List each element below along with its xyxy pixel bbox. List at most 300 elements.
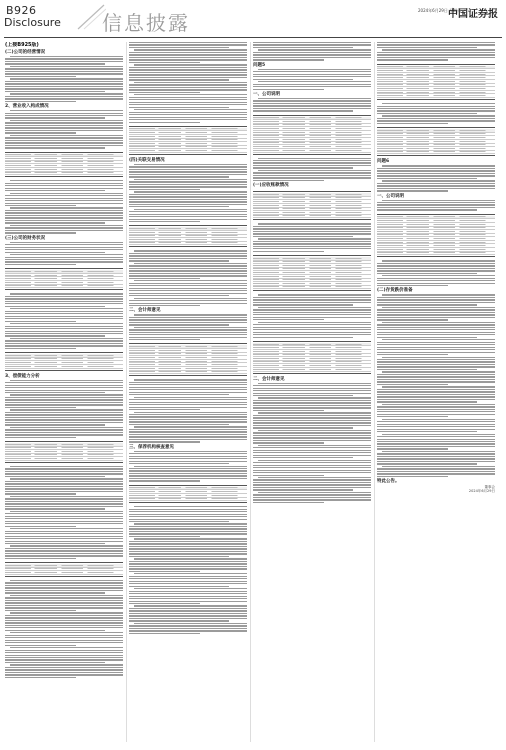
text-line: [129, 77, 247, 78]
text-line: [377, 329, 495, 330]
text-line: [129, 79, 229, 80]
text-line: [5, 402, 123, 403]
text-line: [377, 359, 495, 360]
text-line: [5, 145, 123, 146]
text-line: [10, 427, 123, 428]
text-line: [253, 243, 371, 244]
text-line: [129, 514, 247, 515]
text-line: [129, 561, 247, 562]
text-line: [382, 307, 495, 308]
text-line: [5, 399, 123, 400]
text-line: [377, 327, 495, 328]
text-line: [5, 607, 123, 608]
text-line: [134, 451, 247, 452]
text-line: [5, 523, 123, 524]
text-line: [253, 452, 371, 453]
dateline: 2024年6月29日 星期六: [418, 8, 462, 13]
text-line: [134, 397, 247, 398]
text-line: [129, 516, 247, 517]
text-line: [377, 391, 495, 392]
text-line: [382, 200, 495, 201]
text-line: [129, 99, 247, 100]
text-line: [129, 278, 200, 279]
data-table: [129, 485, 247, 503]
column-3: [253, 42, 371, 742]
text-line: [5, 625, 123, 626]
text-line: [377, 394, 495, 395]
text-line: [5, 498, 123, 499]
text-line: [129, 196, 247, 197]
text-line: [5, 137, 123, 138]
table-row: [5, 285, 123, 289]
text-line: [5, 501, 123, 502]
text-line: [5, 526, 76, 527]
text-line: [5, 333, 123, 334]
table-row: [5, 571, 123, 575]
section-heading: 问题6: [377, 159, 390, 165]
text-line: [129, 618, 247, 619]
text-line: [377, 463, 477, 464]
text-line: [5, 600, 123, 601]
text-line: [5, 195, 123, 196]
text-line: [129, 470, 247, 471]
text-line: [5, 58, 123, 59]
text-line: [129, 563, 247, 564]
continuation-title: (上接B925版): [5, 42, 39, 48]
table-row: [129, 242, 247, 246]
text-line: [129, 382, 247, 383]
text-line: [129, 275, 247, 276]
text-line: [377, 344, 495, 345]
text-line: [253, 246, 371, 247]
text-line: [253, 393, 371, 394]
text-line: [129, 568, 247, 569]
text-line: [129, 176, 229, 177]
text-line: [129, 593, 247, 594]
text-line: [5, 298, 123, 299]
text-line: [134, 558, 247, 559]
section-title-cn: 信息披露: [102, 11, 190, 35]
text-line: [377, 456, 495, 457]
text-line: [129, 322, 247, 323]
text-line: [134, 298, 247, 299]
text-line: [5, 86, 123, 87]
text-line: [253, 472, 371, 473]
text-line: [258, 445, 371, 446]
text-line: [129, 384, 247, 385]
section-heading: (三)公司的财务状况: [5, 235, 46, 241]
text-line: [134, 263, 247, 264]
text-line: [253, 47, 353, 48]
text-line: [129, 337, 247, 338]
text-line: [258, 223, 371, 224]
text-line: [129, 615, 247, 616]
text-line: [5, 96, 123, 97]
text-line: [5, 115, 123, 116]
text-line: [129, 329, 247, 330]
text-line: [5, 483, 123, 484]
text-line: [5, 550, 123, 551]
text-line: [129, 273, 247, 274]
text-line: [377, 443, 495, 444]
text-line: [382, 49, 495, 50]
text-line: [129, 583, 247, 584]
section-heading: 二、会计师意见: [129, 308, 161, 314]
text-line: [129, 300, 247, 301]
text-line: [129, 119, 247, 120]
text-line: [134, 109, 247, 110]
section-heading: (二)存货跌价准备: [377, 288, 413, 294]
text-line: [377, 123, 448, 124]
text-line: [5, 311, 123, 312]
table-row: [5, 457, 123, 461]
text-line: [377, 374, 495, 375]
text-line: [5, 257, 123, 258]
text-line: [5, 185, 123, 186]
data-table: [129, 225, 247, 247]
text-line: [5, 536, 123, 537]
text-line: [253, 100, 371, 101]
text-line: [10, 293, 123, 294]
text-line: [253, 447, 371, 448]
text-line: [382, 180, 495, 181]
text-line: [5, 513, 123, 514]
text-line: [253, 385, 371, 386]
text-line: [129, 475, 247, 476]
text-line: [253, 57, 371, 58]
text-line: [5, 491, 123, 492]
text-line: [5, 655, 123, 656]
text-line: [377, 448, 448, 449]
text-line: [129, 633, 200, 634]
text-line: [253, 435, 371, 436]
table-row: [253, 149, 371, 153]
text-line: [129, 511, 247, 512]
text-line: [10, 135, 123, 136]
text-line: [129, 581, 247, 582]
text-line: [253, 79, 353, 80]
text-line: [253, 407, 371, 408]
text-line: [382, 466, 495, 467]
text-line: [5, 98, 123, 99]
data-table: [5, 152, 123, 178]
text-line: [129, 399, 247, 400]
text-line: [5, 615, 123, 616]
text-line: [5, 387, 123, 388]
text-line: [5, 147, 105, 148]
text-line: [129, 610, 247, 611]
text-line: [253, 410, 324, 411]
text-line: [10, 180, 123, 181]
text-line: [377, 436, 495, 437]
text-line: [5, 602, 123, 603]
text-line: [382, 294, 495, 295]
text-line: [377, 44, 495, 45]
text-line: [10, 110, 123, 111]
text-line: [129, 441, 200, 442]
text-line: [5, 674, 123, 675]
text-line: [377, 110, 495, 111]
text-line: [5, 232, 76, 233]
text-line: [5, 652, 123, 653]
text-line: [5, 198, 123, 199]
text-line: [129, 114, 247, 115]
text-line: [10, 66, 123, 67]
text-line: [5, 252, 105, 253]
text-line: [253, 105, 371, 106]
text-line: [377, 113, 477, 114]
text-line: [5, 432, 123, 433]
text-line: [377, 416, 448, 417]
text-line: [377, 42, 495, 43]
text-line: [5, 306, 105, 307]
text-line: [253, 455, 371, 456]
text-line: [258, 307, 371, 308]
text-line: [10, 595, 123, 596]
text-line: [129, 169, 247, 170]
text-line: [377, 204, 495, 205]
text-line: [253, 462, 371, 463]
text-line: [5, 533, 123, 534]
text-line: [253, 402, 371, 403]
text-line: [253, 467, 371, 468]
text-line: [377, 354, 448, 355]
text-line: [129, 402, 247, 403]
text-line: [5, 414, 123, 415]
text-line: [5, 659, 123, 660]
text-line: [377, 347, 495, 348]
text-line: [377, 285, 448, 286]
page-header: [0, 0, 506, 38]
text-line: [5, 61, 123, 62]
text-line: [377, 202, 495, 203]
text-line: [253, 44, 371, 45]
text-line: [129, 394, 229, 395]
text-line: [253, 497, 371, 498]
text-line: [5, 127, 123, 128]
text-line: [5, 518, 123, 519]
text-line: [129, 551, 247, 552]
text-line: [253, 395, 353, 396]
text-line: [377, 352, 495, 353]
text-line: [129, 389, 247, 390]
text-line: [377, 297, 495, 298]
text-line: [5, 220, 123, 221]
text-line: [5, 63, 105, 64]
text-line: [10, 612, 123, 613]
text-line: [5, 227, 123, 228]
text-line: [258, 158, 371, 159]
table-row: [377, 94, 495, 98]
text-line: [253, 489, 353, 490]
column-2: [129, 42, 247, 742]
text-line: [5, 328, 123, 329]
text-line: [5, 326, 123, 327]
text-line: [253, 494, 371, 495]
text-line: [129, 102, 247, 103]
text-line: [5, 200, 123, 201]
text-line: [5, 382, 123, 383]
text-line: [5, 516, 123, 517]
text-line: [253, 327, 371, 328]
text-line: [382, 103, 495, 104]
section-heading: 三、保荐机构核查意见: [129, 444, 174, 450]
text-line: [5, 555, 123, 556]
text-line: [253, 470, 371, 471]
text-line: [5, 585, 123, 586]
text-line: [382, 357, 495, 358]
text-line: [5, 587, 123, 588]
text-line: [253, 180, 324, 181]
text-line: [134, 379, 247, 380]
text-line: [253, 76, 371, 77]
text-line: [5, 506, 123, 507]
text-line: [5, 468, 123, 469]
text-line: [129, 339, 200, 340]
text-line: [129, 387, 247, 388]
text-line: [253, 304, 353, 305]
text-line: [10, 193, 123, 194]
text-line: [5, 627, 123, 628]
text-line: [377, 52, 495, 53]
text-line: [377, 361, 495, 362]
section-heading: (四)关联交易情况: [129, 157, 165, 163]
text-line: [5, 669, 123, 670]
data-table: [5, 268, 123, 290]
text-line: [5, 247, 123, 248]
text-line: [253, 487, 371, 488]
text-line: [5, 125, 123, 126]
text-line: [5, 605, 123, 606]
text-line: [10, 380, 123, 381]
text-line: [129, 553, 247, 554]
text-line: [5, 348, 76, 349]
data-table: [253, 191, 371, 220]
text-line: [258, 49, 371, 50]
text-line: [129, 174, 247, 175]
text-line: [5, 140, 123, 141]
column-4: [377, 42, 495, 742]
text-line: [129, 290, 247, 291]
text-line: [377, 337, 477, 338]
text-line: [382, 322, 495, 323]
header-rule: [4, 37, 502, 38]
text-line: [253, 479, 371, 480]
text-line: [5, 73, 123, 74]
text-line: [377, 476, 448, 477]
text-line: [10, 394, 123, 395]
text-line: [5, 419, 123, 420]
section-heading: 特此公告。: [377, 479, 400, 485]
text-line: [10, 120, 123, 121]
text-line: [5, 521, 123, 522]
text-line: [377, 468, 495, 469]
text-line: [377, 461, 495, 462]
text-line: [258, 98, 371, 99]
text-line: [129, 576, 247, 577]
text-line: [129, 122, 200, 123]
text-line: [5, 637, 123, 638]
text-line: [377, 268, 495, 269]
text-line: [253, 442, 324, 443]
text-line: [377, 183, 495, 184]
text-line: [10, 528, 123, 529]
text-line: [377, 411, 495, 412]
text-line: [253, 390, 371, 391]
text-line: [129, 436, 247, 437]
text-line: [129, 478, 247, 479]
column-divider: [250, 42, 251, 742]
text-line: [5, 230, 123, 231]
text-line: [129, 44, 247, 45]
column-divider: [374, 42, 375, 742]
text-line: [253, 172, 371, 173]
text-line: [382, 339, 495, 340]
text-line: [5, 592, 105, 593]
text-line: [377, 406, 495, 407]
text-line: [134, 523, 247, 524]
text-line: [134, 538, 247, 539]
text-line: [377, 57, 495, 58]
text-line: [5, 422, 123, 423]
text-line: [129, 421, 247, 422]
text-line: [5, 672, 123, 673]
text-line: [129, 62, 200, 63]
text-line: [10, 242, 123, 243]
text-line: [129, 586, 229, 587]
text-line: [10, 93, 123, 94]
text-line: [10, 466, 123, 467]
text-line: [377, 379, 495, 380]
text-line: [253, 388, 371, 389]
text-line: [129, 258, 247, 259]
text-line: [253, 484, 371, 485]
text-line: [377, 106, 495, 107]
text-line: [5, 429, 123, 430]
text-line: [253, 248, 371, 249]
text-line: [129, 613, 247, 614]
text-line: [129, 319, 247, 320]
text-line: [5, 331, 123, 332]
text-line: [129, 214, 247, 215]
text-line: [253, 160, 371, 161]
text-line: [5, 301, 123, 302]
text-line: [258, 383, 371, 384]
text-line: [258, 81, 371, 82]
text-line: [129, 265, 247, 266]
text-line: [10, 511, 123, 512]
text-line: [377, 265, 495, 266]
data-table: [253, 341, 371, 374]
text-line: [253, 499, 371, 500]
text-line: [253, 432, 371, 433]
text-line: [377, 173, 495, 174]
table-row: [129, 371, 247, 375]
text-line: [253, 52, 371, 53]
text-line: [377, 349, 495, 350]
text-line: [253, 241, 371, 242]
text-line: [377, 299, 495, 300]
text-line: [5, 645, 76, 646]
text-line: [377, 317, 495, 318]
text-line: [5, 657, 123, 658]
text-line: [129, 521, 229, 522]
text-line: [10, 632, 123, 633]
section-title-en: Disclosure: [4, 16, 61, 29]
text-line: [10, 545, 123, 546]
text-line: [377, 376, 495, 377]
text-line: [129, 546, 247, 547]
